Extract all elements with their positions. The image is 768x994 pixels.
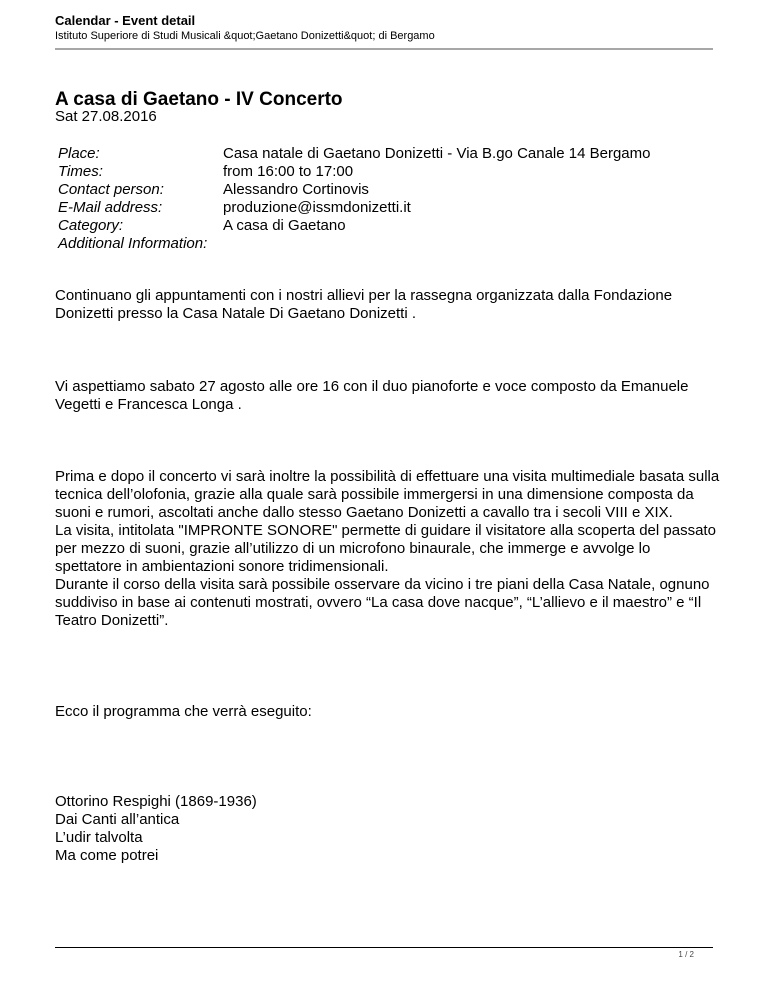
event-date: Sat 27.08.2016 bbox=[55, 108, 157, 125]
detail-row-place bbox=[58, 145, 651, 163]
detail-label: Times: bbox=[58, 163, 103, 180]
detail-label: E-Mail address: bbox=[58, 199, 163, 216]
paragraph: Durante il corso della visita sarà possibile osservare da vicino i tre piani della Casa Natale, ognuno suddiviso in base ai contenuti mostrati, ovvero “La casa dove nacque”, “L’allievo e il maestro” e “Il Teatro Donizetti”. bbox=[55, 576, 710, 629]
header-title: Calendar - Event detail bbox=[55, 13, 196, 28]
event-details bbox=[58, 145, 651, 253]
detail-value: Casa natale di Gaetano Donizetti - Via B.go Canale 14 Bergamo bbox=[223, 145, 651, 162]
program-list bbox=[55, 793, 720, 865]
detail-value: from 16:00 to 17:00 bbox=[223, 163, 354, 180]
paragraph: Prima e dopo il concerto vi sarà inoltre la possibilità di effettuare una visita multimediale basata sulla tecnica dell’olofonia, grazie alla quale sarà possibile immergersi in una dimensione composta da suoni e rumori, ascoltati anche dallo stesso Gaetano Donizetti a cavallo tra i secoli VIII e XIX. bbox=[55, 468, 720, 521]
detail-row-contact bbox=[58, 181, 651, 199]
detail-label: Additional Information: bbox=[58, 235, 208, 252]
detail-row-email bbox=[58, 199, 651, 217]
detail-label: Place: bbox=[58, 145, 100, 162]
detail-row-additional bbox=[58, 235, 651, 253]
program-line: Ottorino Respighi (1869-1936) bbox=[55, 793, 257, 810]
event-title: A casa di Gaetano - IV Concerto bbox=[55, 89, 343, 110]
detail-label: Contact person: bbox=[58, 181, 164, 198]
detail-label: Category: bbox=[58, 217, 124, 234]
program-line: Dai Canti all’antica bbox=[55, 811, 180, 828]
paragraph: Ecco il programma che verrà eseguito: bbox=[55, 703, 312, 720]
program-line: L’udir talvolta bbox=[55, 829, 143, 846]
header-subtitle: Istituto Superiore di Studi Musicali &quot;Gaetano Donizetti&quot; di Bergamo bbox=[55, 30, 435, 42]
footer-divider bbox=[55, 947, 713, 948]
document-header bbox=[55, 13, 713, 43]
paragraph: La visita, intitolata "IMPRONTE SONORE" permette di guidare il visitatore alla scoperta del passato per mezzo di suoni, grazie all’utilizzo di un microfono binaurale, che immerge e avvolge lo spettatore in ambientazioni sonore tridimensionali. bbox=[55, 522, 716, 575]
detail-row-times bbox=[58, 163, 651, 181]
detail-value: A casa di Gaetano bbox=[223, 217, 346, 234]
paragraph: Continuano gli appuntamenti con i nostri allievi per la rassegna organizzata dalla Fondazione Donizetti presso la Casa Natale Di Gaetano Donizetti . bbox=[55, 287, 673, 322]
page-number: 1 / 2 bbox=[678, 950, 694, 959]
event-description bbox=[55, 287, 720, 865]
paragraph: Vi aspettiamo sabato 27 agosto alle ore 16 con il duo pianoforte e voce composto da Emanuele Vegetti e Francesca Longa . bbox=[55, 378, 689, 413]
program-line: Ma come potrei bbox=[55, 847, 159, 864]
detail-value: Alessandro Cortinovis bbox=[223, 181, 369, 198]
header-divider bbox=[55, 48, 713, 50]
detail-row-category bbox=[58, 217, 651, 235]
email-link[interactable]: produzione@issmdonizetti.it bbox=[223, 199, 411, 216]
